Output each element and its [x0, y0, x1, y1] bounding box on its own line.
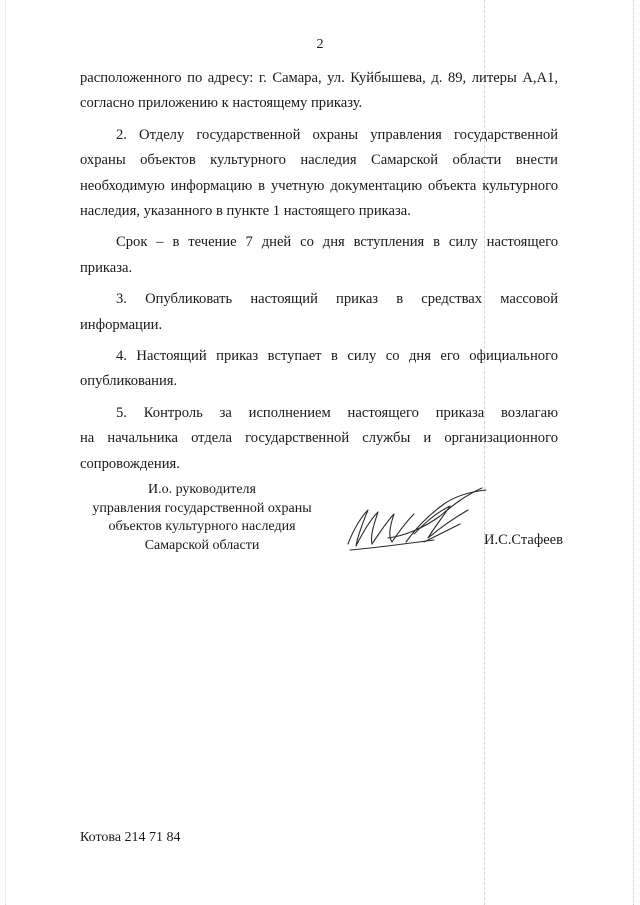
paragraph-line: приказа. — [80, 259, 133, 276]
paragraph-line: охраны объектов культурного наследия Самарской области внести — [80, 152, 558, 169]
paragraph-line: наследия, указанного в пункте 1 настоящего приказа. — [80, 203, 411, 220]
paragraph-line: расположенного по адресу: г. Самара, ул. Куйбышева, д. 89, литеры А,А1, — [80, 70, 558, 86]
paragraph-line: 3. Опубликовать настоящий приказ в средствах массовой — [116, 291, 558, 308]
paragraph-line: необходимую информацию в учетную документацию объекта культурного — [80, 177, 558, 194]
scan-artifact-line — [633, 0, 634, 905]
signatory-position-line: Самарской области — [144, 537, 260, 553]
paragraph-line: сопровождения. — [80, 455, 180, 472]
paragraph-line: Срок – в течение 7 дней со дня вступления в силу настоящего — [116, 234, 558, 251]
paragraph-line: 2. Отделу государственной охраны управления государственной — [116, 126, 558, 143]
signatory-position-line: И.о. руководителя — [147, 482, 256, 497]
paragraph-line: информации. — [80, 316, 163, 333]
paragraph-line: согласно приложению к настоящему приказу. — [80, 95, 363, 112]
page-number: 2 — [316, 37, 324, 52]
signatory-position-line: управления государственной охраны — [92, 500, 312, 516]
handwritten-signature — [344, 484, 494, 556]
paragraph-line: 4. Настоящий приказ вступает в силу со дня его официального — [116, 348, 558, 365]
scan-artifact-line — [5, 0, 6, 905]
signatory-position — [72, 481, 332, 555]
signer-name: И.С.Стафеев — [484, 532, 563, 548]
executor-contact: Котова 214 71 84 — [80, 830, 181, 845]
document-body — [80, 66, 558, 477]
paragraph-line: 5. Контроль за исполнением настоящего приказа возлагаю — [116, 404, 558, 421]
paragraph-line: опубликования. — [80, 373, 178, 390]
paragraph-line: на начальника отдела государственной службы и организационного — [80, 430, 558, 447]
signatory-position-line: объектов культурного наследия — [108, 519, 296, 534]
